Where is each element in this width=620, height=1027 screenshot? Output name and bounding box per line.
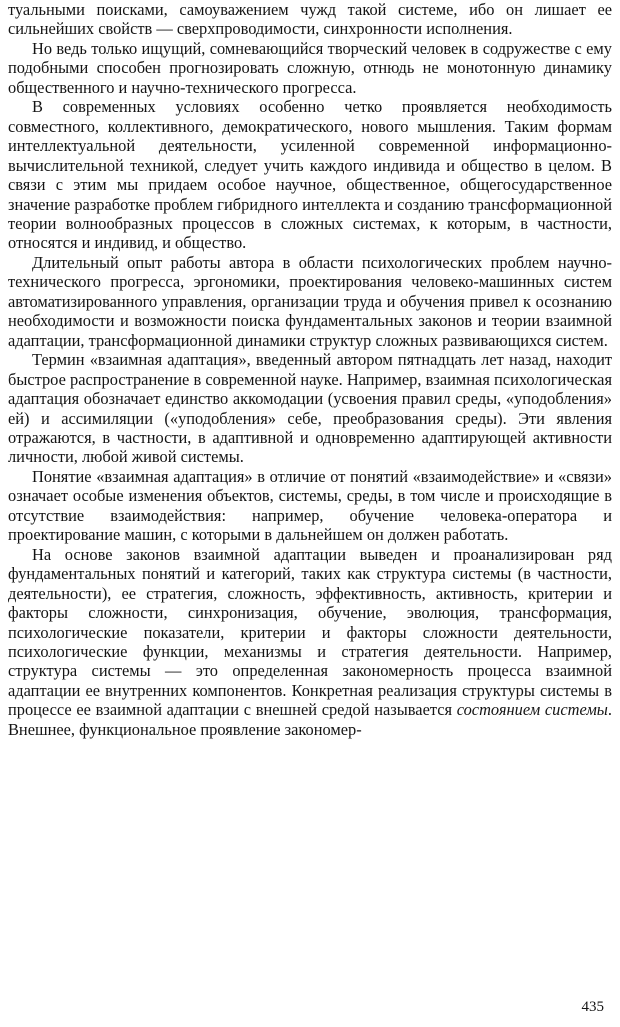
page-number: 435	[581, 999, 604, 1015]
paragraph-5: Термин «взаимная адаптация», введенный автором пятнадцать лет назад, находит быстрое распространение в современной науке. Например, взаимная психологическая адаптация обозначает единство аккомодации (усвоения правил среды, «уподобления» ей) и ассимиляции («уподобления» себе, преобразования среды). Эти явления отражаются, в частности, в адаптивной и одновременно адаптирующей активности личности, любой живой системы.	[8, 350, 612, 467]
paragraph-7-text: На основе законов взаимной адаптации выведен и проанализирован ряд фундаментальных понятий и категорий, таких как структура системы (в частности, деятельности), ее стратегия, сложность, эффективность, активность, критерии и факторы сложности, синхронизация, обучение, эволюция, трансформация, психологические показатели, критерии и факторы сложности деятельности, психологические функции, механизмы и стратегия деятельности. Например, структура системы — это определенная закономерность процесса взаимной адаптации ее внутренних компонентов. Конкретная реализация структуры системы в процессе ее взаимной адаптации с внешней средой называется	[8, 544, 612, 720]
paragraph-2: Но ведь только ищущий, сомневающийся творческий человек в содружестве с ему подобными способен прогнозировать сложную, отнюдь не монотонную динамику общественного и научно-технического прогресса.	[8, 38, 612, 97]
paragraph-1: туальными поисками, самоуважением чужд такой системе, ибо он лишает ее сильнейших свойств — сверхпроводимости, синхронности исполнения.	[8, 0, 612, 39]
paragraph-4: Длительный опыт работы автора в области психологических проблем научно-технического прогресса, эргономики, проектирования человеко-машинных систем автоматизированного управления, организации труда и обучения привел к осознанию необходимости и возможности поиска фундаментальных законов и теории взаимной адаптации, трансформационной динамики структур сложных развивающихся систем.	[8, 252, 612, 350]
paragraph-3: В современных условиях особенно четко проявляется необходимость совместного, коллективного, демократического, нового мышления. Таким формам интеллектуальной деятельности, усиленной современной информационно-вычислительной техникой, следует учить каждого индивида и общество в целом. В связи с этим мы придаем особое научное, общественное, общегосударственное значение разработке проблем гибридного интеллекта и созданию трансформационной теории волнообразных процессов в сложных системах, к которым, в частности, относятся и индивид, и общество.	[8, 97, 612, 253]
page-body	[8, 0, 612, 739]
paragraph-6: Понятие «взаимная адаптация» в отличие от понятий «взаимодействие» и «связи» означает особые изменения объектов, системы, среды, в том числе и происходящие в отсутствие взаимодействия: например, обучение человека-оператора и проектирование машин, с которыми в дальнейшем он должен работать.	[8, 466, 612, 545]
paragraph-7	[8, 545, 612, 740]
italic-term: состоянием системы	[456, 700, 608, 720]
paragraph-7-trailing: . Внешнее, функциональное проявление закономер-	[8, 700, 612, 739]
